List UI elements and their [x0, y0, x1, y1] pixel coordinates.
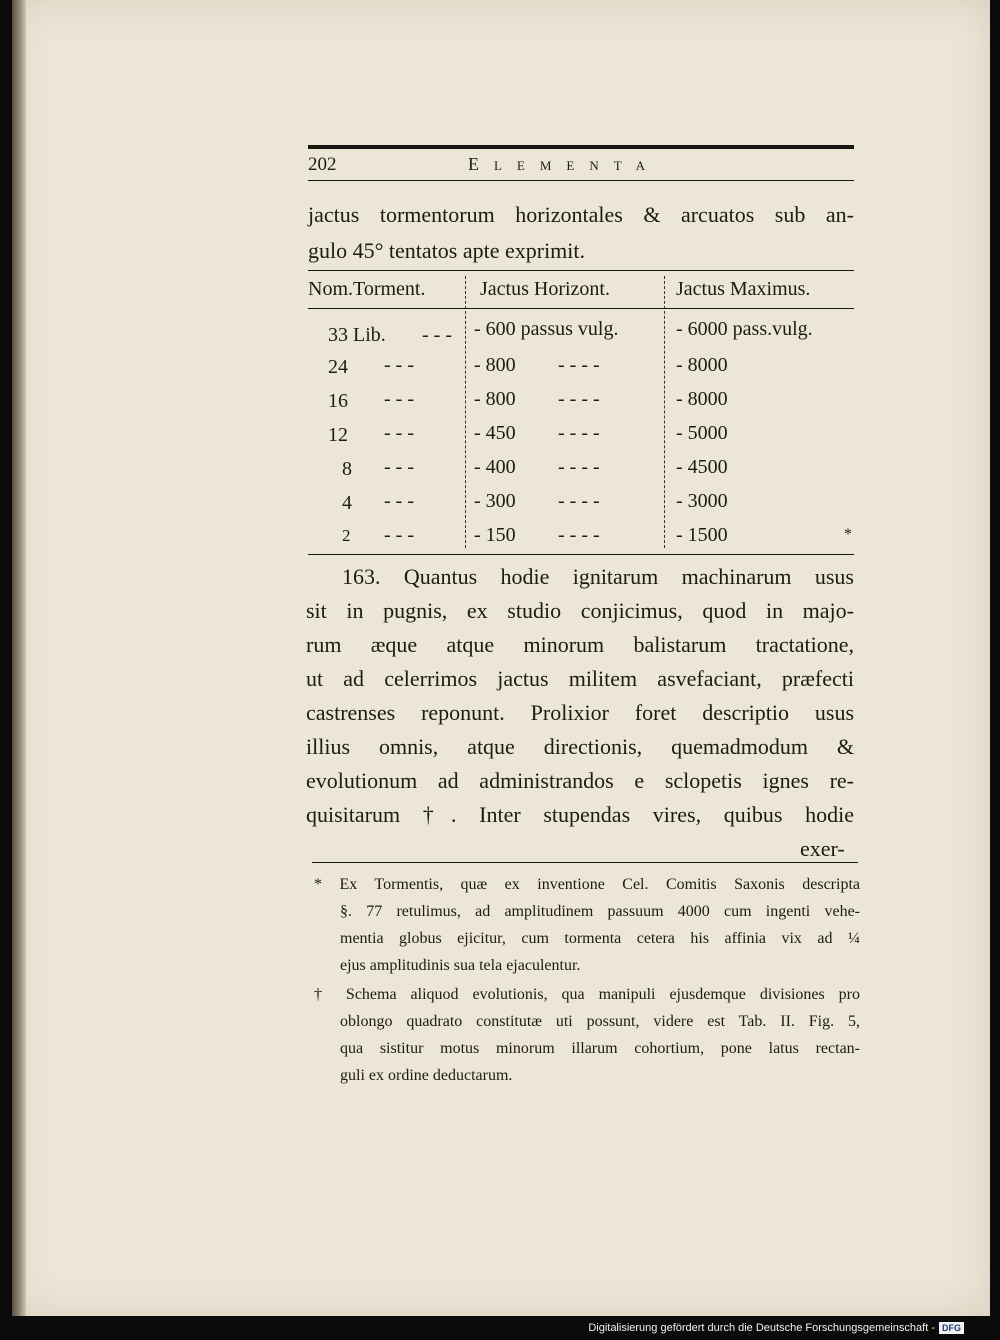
column-header-horizont: Jactus Horizont. [480, 278, 610, 300]
book-page [12, 0, 990, 1316]
page-header [308, 154, 854, 180]
body-line-2: sit in pugnis, ex studio conjicimus, quod in majo- [306, 598, 854, 623]
body-line-7: evolutionum ad administrandos e sclopetis ignes re- [306, 768, 854, 793]
footnote-2-line-1: † Schema aliquod evolutionis, qua manipuli ejusdemque divisiones pro [314, 986, 860, 1003]
body-line-5: castrenses reponunt. Prolixior foret descriptio usus [306, 700, 854, 725]
footnote-rule [312, 862, 858, 863]
table-row-2-max: - 8000 [676, 354, 728, 376]
footnote-asterisk-marker: * [844, 526, 852, 543]
table-row-1-nom: 33 Lib. [328, 324, 386, 346]
footnote-1-line-1: * Ex Tormentis, quæ ex inventione Cel. Comitis Saxonis descripta [314, 876, 860, 893]
table-row-1-horiz: - 600 passus vulg. [474, 318, 619, 340]
table-row-4-max: - 5000 [676, 422, 728, 444]
intro-line-1: jactus tormentorum horizontales & arcuatos sub an- [308, 202, 854, 227]
footnote-2-line-2: oblongo quadrato constitutæ uti possunt, videre est Tab. II. Fig. 5, [340, 1013, 860, 1030]
table-row-4-horiz: - 450 [474, 422, 516, 444]
book-spine-shadow [12, 0, 26, 1316]
body-line-8: quisitarum †. Inter stupendas vires, quibus hodie [306, 802, 854, 827]
footnote-2-line-3: qua sistitur motus minorum illarum cohortium, pone latus rectan- [340, 1040, 860, 1057]
table-row-5-horiz: - 400 [474, 456, 516, 478]
digitization-credit [588, 1318, 964, 1338]
table-row-3-nom: 16 [328, 390, 348, 412]
column-header-maximus: Jactus Maximus. [676, 278, 811, 300]
header-rule-top [308, 145, 854, 149]
table-row-6-max: - 3000 [676, 490, 728, 512]
column-header-nom: Nom.Torment. [308, 278, 426, 300]
table-row-4-dashes: - - - [384, 422, 414, 444]
table-top-rule [308, 270, 854, 271]
column-divider-1 [465, 276, 466, 548]
table-row-3-max: - 8000 [676, 388, 728, 410]
column-divider-2 [664, 276, 665, 548]
table-row-4-nom: 12 [328, 424, 348, 446]
table-row-3-filler: - - - - [558, 388, 600, 410]
table-row-2-filler: - - - - [558, 354, 600, 376]
table-row-1-dashes: - - - [422, 324, 452, 346]
intro-line-2: gulo 45° tentatos apte exprimit. [308, 238, 586, 263]
footnote-1-line-4: ejus amplitudinis sua tela ejaculentur. [340, 957, 581, 974]
body-line-6: illius omnis, atque directionis, quemadmodum & [306, 734, 854, 759]
footnote-1-line-3: mentia globus ejicitur, cum tormenta cetera his affinia vix ad ¼ [340, 930, 860, 947]
table-row-6-filler: - - - - [558, 490, 600, 512]
table-bottom-rule [308, 554, 854, 555]
body-line-3: rum æque atque minorum balistarum tractatione, [306, 632, 854, 657]
table-row-2-horiz: - 800 [474, 354, 516, 376]
credit-text: Digitalisierung gefördert durch die Deutsche Forschungsgemeinschaft - [588, 1322, 935, 1334]
table-row-6-horiz: - 300 [474, 490, 516, 512]
table-row-5-nom: 8 [342, 458, 352, 480]
table-row-7-dashes: - - - [384, 524, 414, 546]
body-line-1: 163. Quantus hodie ignitarum machinarum usus [342, 564, 854, 589]
dfg-logo-icon: DFG [939, 1322, 964, 1334]
table-row-7-horiz: - 150 [474, 524, 516, 546]
running-head: Elementa [468, 154, 661, 174]
body-line-4: ut ad celerrimos jactus militem asvefaciant, præfecti [306, 666, 854, 691]
table-row-2-nom: 24 [328, 356, 348, 378]
header-rule-bottom [308, 180, 854, 181]
table-row-3-horiz: - 800 [474, 388, 516, 410]
table-row-6-dashes: - - - [384, 490, 414, 512]
table-row-5-max: - 4500 [676, 456, 728, 478]
table-row-7-max: - 1500 [676, 524, 728, 546]
table-row-5-filler: - - - - [558, 456, 600, 478]
table-row-2-dashes: - - - [384, 354, 414, 376]
page-number: 202 [308, 154, 337, 175]
footnote-1-line-2: §. 77 retulimus, ad amplitudinem passuum 4000 cum ingenti vehe- [340, 903, 860, 920]
table-row-4-filler: - - - - [558, 422, 600, 444]
table-row-7-nom: 2 [342, 526, 351, 545]
catchword: exer- [800, 836, 845, 861]
footnote-2-line-4: guli ex ordine deductarum. [340, 1067, 513, 1084]
table-row-6-nom: 4 [342, 492, 352, 514]
table-header-rule [308, 308, 854, 309]
table-row-7-filler: - - - - [558, 524, 600, 546]
table-row-3-dashes: - - - [384, 388, 414, 410]
table-row-5-dashes: - - - [384, 456, 414, 478]
table-row-1-max: - 6000 pass.vulg. [676, 318, 813, 340]
